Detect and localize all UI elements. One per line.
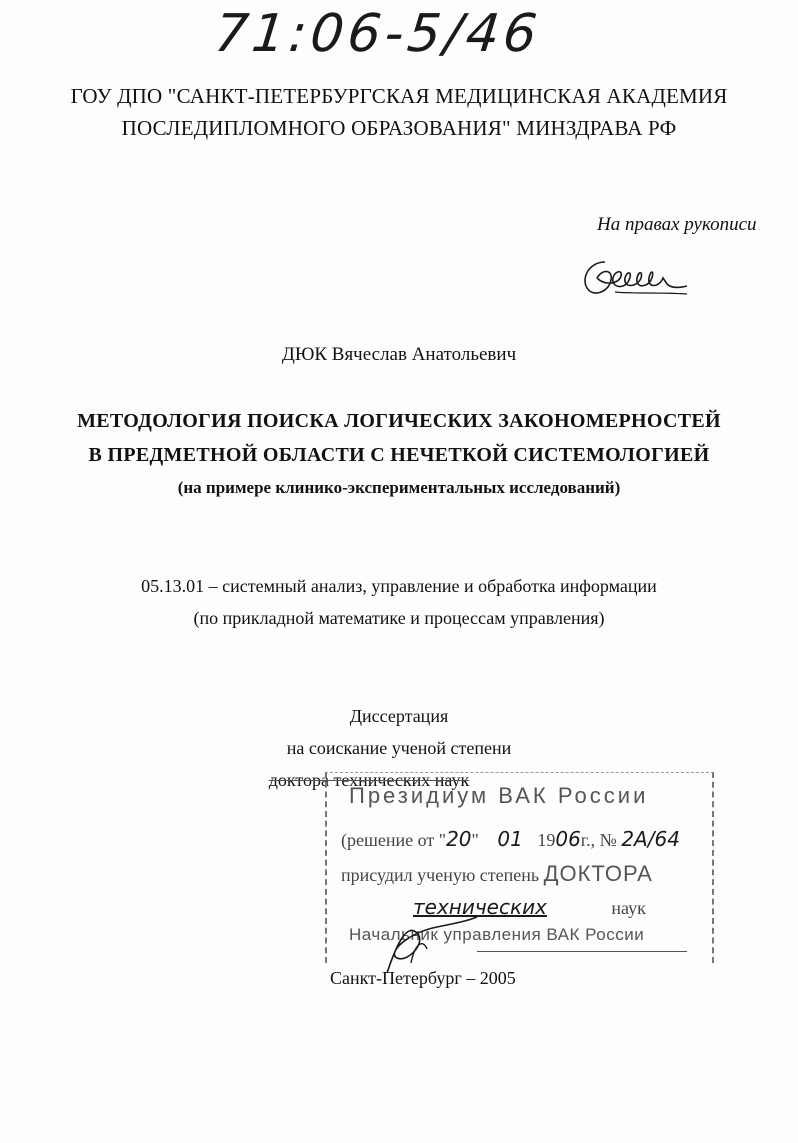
stamp-year-prefix: 19 xyxy=(537,830,556,850)
stamp-chief: Начальник управления ВАК России xyxy=(349,925,645,944)
specialty-line-1: 05.13.01 – системный анализ, управление и обработка информации xyxy=(141,576,657,596)
stamp-header: Президиум ВАК России xyxy=(349,783,649,808)
specialty-line-2: (по прикладной математике и процессам управления) xyxy=(193,608,605,628)
stamp-quote: " xyxy=(471,830,479,850)
stamp-month: 01 xyxy=(497,827,523,851)
rights-note: На правах рукописи xyxy=(597,214,757,235)
author-name: ДЮК Вячеслав Анатольевич xyxy=(281,344,517,365)
stamp-awarded-line xyxy=(341,861,653,887)
stamp-awarded: присудил ученую степень xyxy=(341,865,540,885)
title-subtitle: (на примере клинико-экспериментальных исследований) xyxy=(177,478,621,497)
stamp-year: 06 xyxy=(555,827,581,851)
organization-line-2: ПОСЛЕДИПЛОМНОГО ОБРАЗОВАНИЯ" МИНЗДРАВА РФ xyxy=(121,116,677,140)
dissertation-degree-line: на соискание ученой степени xyxy=(286,738,512,758)
dissertation-label: Диссертация xyxy=(349,706,449,726)
title-line-1: МЕТОДОЛОГИЯ ПОИСКА ЛОГИЧЕСКИХ ЗАКОНОМЕРНОСТЕЙ xyxy=(77,410,721,432)
stamp-signature-line xyxy=(477,951,687,952)
vak-approval-stamp xyxy=(325,772,714,963)
organization-line-1: ГОУ ДПО "САНКТ-ПЕТЕРБУРГСКАЯ МЕДИЦИНСКАЯ АКАДЕМИЯ xyxy=(70,84,728,108)
handwritten-archive-number: 71:06-5/46 xyxy=(211,4,544,64)
stamp-decision-prefix: (решение от " xyxy=(341,830,447,850)
stamp-decision-line xyxy=(341,827,680,851)
stamp-degree: ДОКТОРА xyxy=(543,861,653,886)
dissertation-field-line: доктора технических наук xyxy=(268,770,470,790)
stamp-year-suffix: г., № xyxy=(580,830,617,850)
stamp-number: 2А/64 xyxy=(621,827,680,851)
title-line-2: В ПРЕДМЕТНОЙ ОБЛАСТИ С НЕЧЕТКОЙ СИСТЕМОЛОГИЕЙ xyxy=(88,444,710,466)
stamp-field-suffix: наук xyxy=(611,898,646,918)
stamp-day: 20 xyxy=(446,827,472,851)
author-signature-icon xyxy=(575,248,695,308)
city-year: Санкт-Петербург – 2005 xyxy=(330,968,516,988)
stamp-field-hand: технических xyxy=(413,895,547,919)
